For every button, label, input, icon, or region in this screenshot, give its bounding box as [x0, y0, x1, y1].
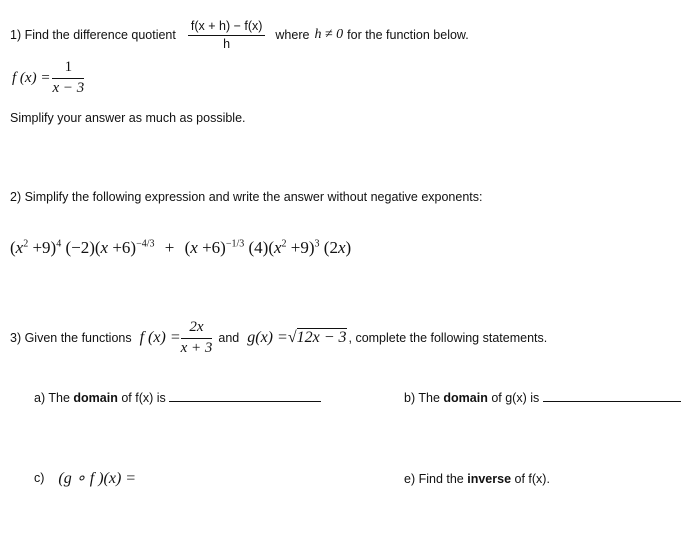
q3-g-radicand: 12x − 3	[296, 329, 347, 346]
q3-a-answer-blank[interactable]	[169, 390, 321, 402]
q1-instruction: Simplify your answer as much as possible.	[10, 111, 246, 125]
q2-expression	[10, 238, 351, 258]
q3-b-answer-blank[interactable]	[543, 390, 681, 402]
q1-condition: h ≠ 0	[314, 27, 344, 42]
dq-numerator: f(x + h) − f(x)	[188, 19, 266, 35]
q1-function	[12, 58, 84, 98]
q1-line	[10, 15, 469, 55]
q2-term-1: $(x^2 +9)^4$ $(-2)(x +6)^{-4/3}$	[10, 238, 155, 257]
q3-b-rest: of g(x) is	[491, 391, 540, 405]
q3-part-a	[34, 390, 321, 405]
q3-part-e	[404, 472, 550, 486]
q1-suffix: for the function below.	[347, 28, 469, 42]
q2-term-2: $(x +6)^{-1/3}$ $(4)(x^2 +9)^3$ (2x)	[184, 238, 352, 257]
q3-c-expression: (g ∘ f )(x) =	[58, 470, 137, 487]
q3-b-bold: domain	[443, 391, 488, 405]
q3-part-b	[404, 390, 681, 405]
q1-function-numerator: 1	[52, 59, 84, 78]
q3-e-bold: inverse	[467, 472, 512, 486]
q1-where: where	[275, 28, 310, 42]
q3-e-label: e) Find the	[404, 472, 464, 486]
q1-function-lhs: f (x) =	[12, 69, 51, 86]
q2-prefix: 2) Simplify the following expression and write the answer without negative exponents:	[10, 190, 483, 204]
q3-b-label: b) The	[404, 391, 440, 405]
q3-g-radical: √12x − 3	[287, 329, 347, 346]
q3-e-rest: of f(x).	[514, 472, 550, 486]
q3-c-label: c)	[34, 471, 45, 485]
q3-g-lhs: g(x) =	[247, 329, 288, 346]
q3-prefix: 3) Given the functions	[10, 331, 132, 345]
q3-f-fraction	[181, 319, 213, 357]
q3-and: and	[218, 331, 240, 345]
q3-f-denominator: x + 3	[180, 339, 213, 356]
q2-plus: +	[164, 238, 175, 257]
q3-line	[10, 318, 547, 358]
q3-f-lhs: f (x) =	[139, 329, 181, 346]
q3-f-numerator: 2x	[181, 319, 213, 338]
q1-function-fraction	[52, 59, 84, 97]
q3-a-rest: of f(x) is	[121, 391, 166, 405]
dq-denominator: h	[223, 36, 231, 51]
difference-quotient	[188, 19, 266, 51]
q3-a-label: a) The	[34, 391, 70, 405]
q1-prefix: 1) Find the difference quotient	[10, 28, 176, 42]
q1-function-denominator: x − 3	[52, 79, 85, 96]
q3-suffix: , complete the following statements.	[348, 331, 548, 345]
q3-a-bold: domain	[73, 391, 118, 405]
q3-part-c	[34, 468, 136, 488]
